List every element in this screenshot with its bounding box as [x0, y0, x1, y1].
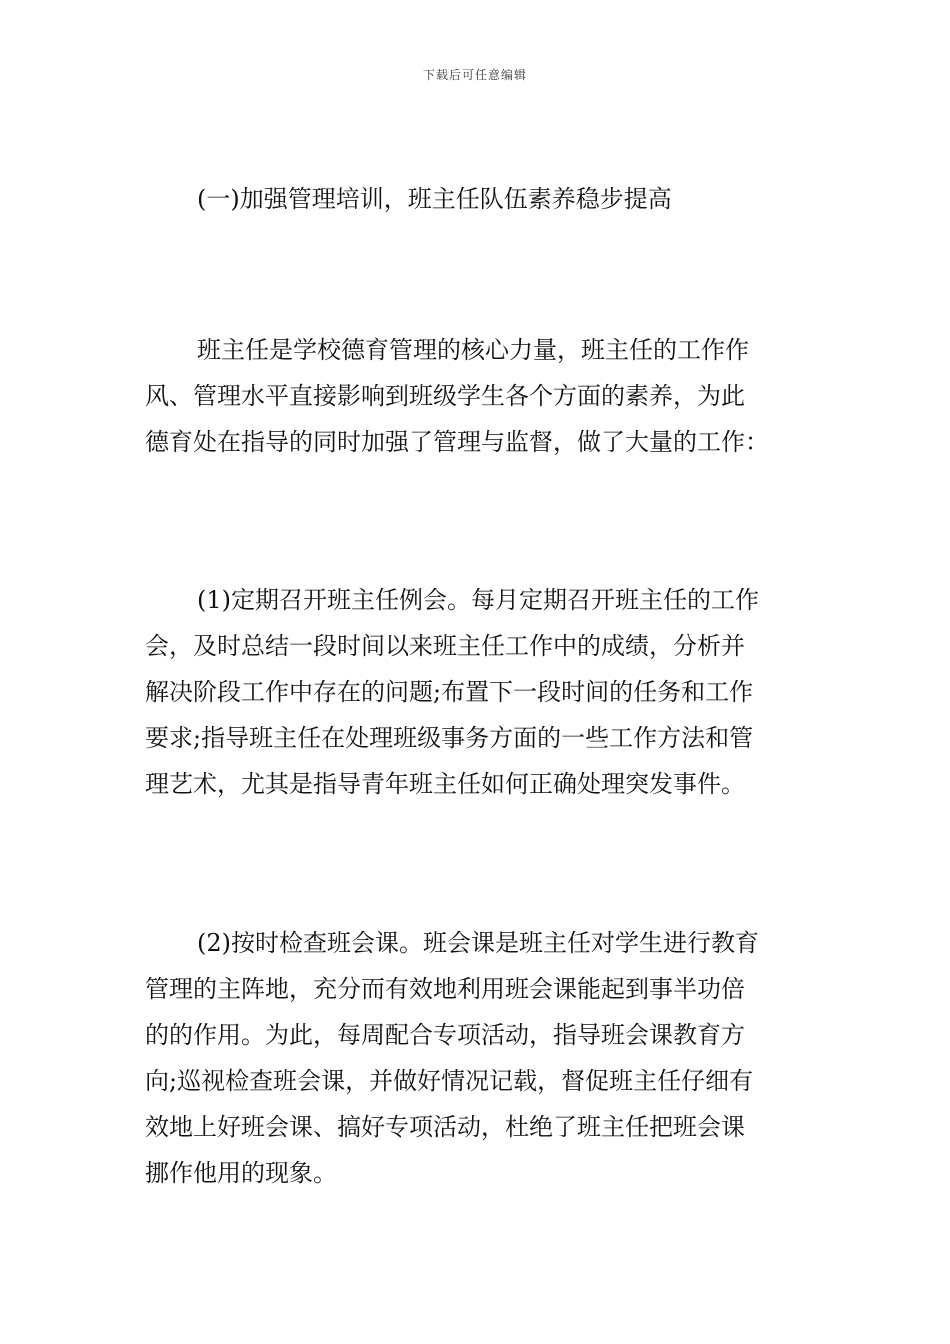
- section-heading: (一)加强管理培训，班主任队伍素养稳步提高: [197, 185, 672, 213]
- paragraph-line: 效地上好班会课、搞好专项活动，杜绝了班主任把班会课: [145, 1113, 745, 1141]
- paragraph-line: 理艺术，尤其是指导青年班主任如何正确处理突发事件。: [145, 770, 745, 798]
- paragraph-line: 的的作用。为此，每周配合专项活动，指导班会课教育方: [145, 1021, 745, 1049]
- paragraph-line: 德育处在指导的同时加强了管理与监督，做了大量的工作：: [145, 428, 769, 456]
- paragraph-item-2: [145, 920, 809, 1196]
- paragraph-line: 要求;指导班主任在处理班级事务方面的一些工作方法和管: [145, 724, 754, 752]
- paragraph-line: 管理的主阵地，充分而有效地利用班会课能起到事半功倍: [145, 975, 745, 1003]
- page-header: 下载后可任意编辑: [422, 68, 527, 82]
- paragraph-item-1: [145, 577, 809, 807]
- paragraph-line: (2)按时检查班会课。班会课是班主任对学生进行教育: [197, 929, 759, 957]
- paragraph-line: 解决阶段工作中存在的问题;布置下一段时间的任务和工作: [145, 678, 754, 706]
- paragraph-line: 班主任是学校德育管理的核心力量，班主任的工作作: [197, 336, 749, 364]
- paragraph-intro: [145, 327, 809, 465]
- paragraph-line: 向;巡视检查班会课，并做好情况记载，督促班主任仔细有: [145, 1067, 754, 1095]
- paragraph-line: 会，及时总结一段时间以来班主任工作中的成绩，分析并: [145, 632, 745, 660]
- paragraph-line: 挪作他用的现象。: [145, 1159, 337, 1187]
- paragraph-line: (1)定期召开班主任例会。每月定期召开班主任的工作: [197, 586, 759, 614]
- paragraph-line: 风、管理水平直接影响到班级学生各个方面的素养，为此: [145, 382, 745, 410]
